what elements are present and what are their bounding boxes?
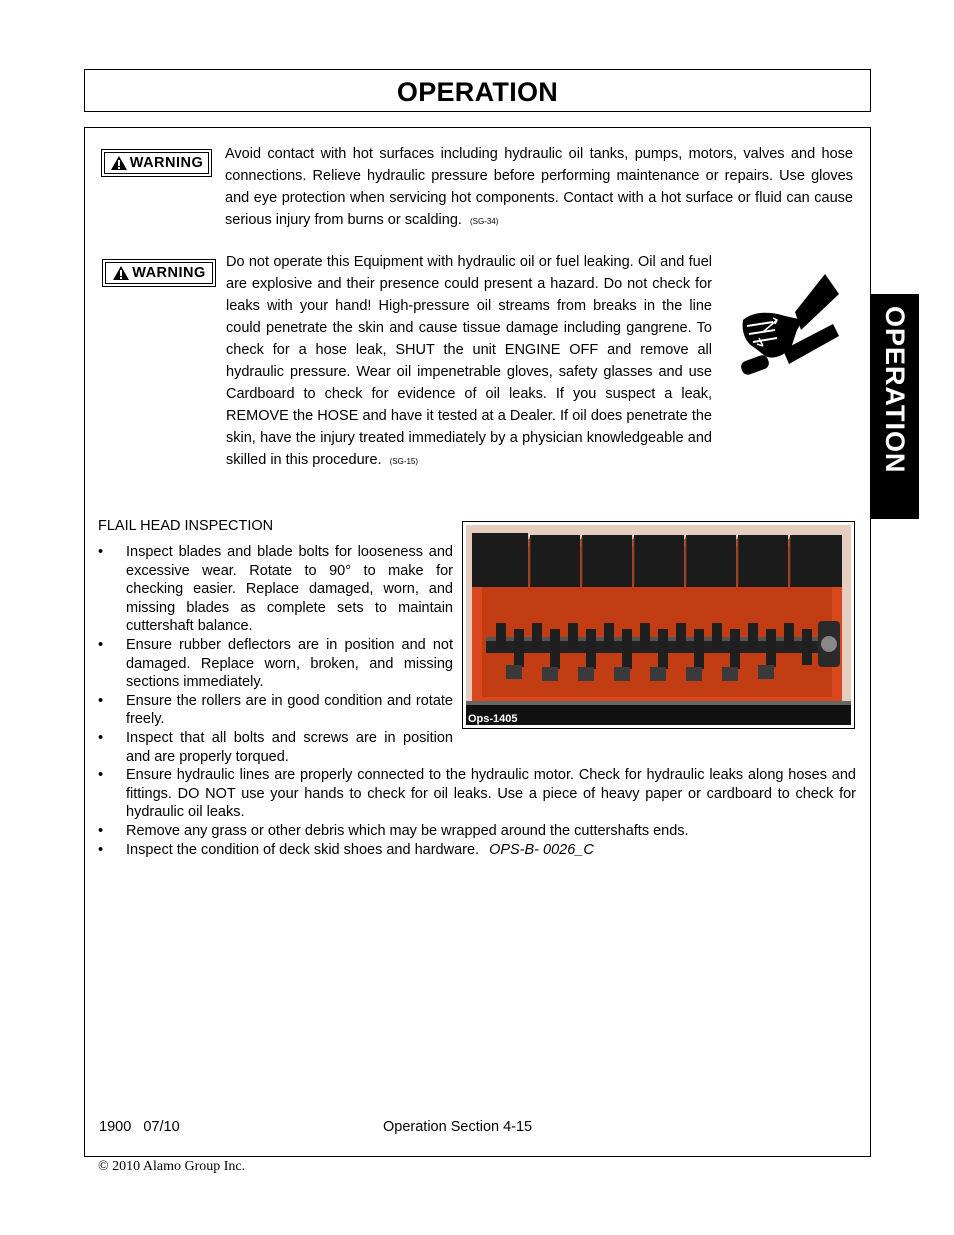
bullet-marker: • [98,841,104,858]
list-item [98,822,856,841]
bullet-text: Remove any grass or other debris which may be wrapped around the cuttershafts ends. [126,822,689,839]
side-tab [870,294,919,519]
warning-badge-text: WARNING [132,265,206,281]
section-heading: FLAIL HEAD INSPECTION [98,518,274,534]
list-item [98,841,856,860]
warning-body-2: Do not operate this Equipment with hydraulic oil or fuel leaking. Oil and fuel are explosive and their presence could present a hazard. Do not check for leaks with your hand! High-pressure oil streams from breaks in the line could penetrate the skin and cause tissue damage including gangrene. To check for a hose leak, SHUT the unit ENGINE OFF and remove all hydraulic pressure. Wear oil impenetrable gloves, safety glasses and use Cardboard to check for evidence of oil leaks. If you suspect a leak, REMOVE the HOSE and have it tested at a Dealer. If oil does penetrate the skin, have the injury treated immediately by a physician knowledgeable and skilled in this procedure. [226,254,712,468]
flail-head-photo [462,521,855,729]
header-box [84,69,871,112]
bullet-marker: • [98,692,104,709]
footer-model-date: 1900 07/10 [99,1119,180,1135]
list-item [98,729,453,766]
warning-triangle-icon [110,155,128,171]
bullet-marker: • [98,767,104,784]
page-title: OPERATION [396,77,559,107]
bullet-marker: • [98,544,104,560]
warning-triangle-icon [112,265,130,281]
photo-caption: Ops-1405 [468,713,518,725]
bullet-marker: • [98,822,104,839]
flail-head-image [466,525,851,725]
list-item [98,636,453,692]
warning-body-1: Avoid contact with hot surfaces including hydraulic oil tanks, pumps, motors, valves and hose connections. Relieve hydraulic pressure before performing maintenance or repairs. Use gloves and eye protection when servicing hot components. Contact with a hot surface or fluid can cause serious injury from burns or scalding. [225,146,853,228]
warning-badge-1 [101,149,212,177]
warning-text-1 [225,143,853,233]
list-item [98,766,856,822]
bullet-text: Inspect blades and blade bolts for looseness and excessive wear. Rotate to 90° to make for checking easier. Replace damaged, worn, and missing blades as complete sets to maintain cuttershaft balance. [126,544,453,635]
bullet-text: Ensure rubber deflectors are in position and not damaged. Replace worn, broken, and missing sections immediately. [126,636,453,691]
bullet-text: Inspect the condition of deck skid shoes and hardware. [126,841,480,858]
copyright-notice: © 2010 Alamo Group Inc. [98,1159,246,1174]
list-item [98,543,453,636]
bullet-text: Inspect that all bolts and screws are in position and are properly torqued. [126,729,453,765]
warning-badge-2 [102,259,216,287]
list-item [98,692,453,729]
footer-page-number: Operation Section 4-15 [383,1119,533,1135]
bullet-marker: • [98,636,104,653]
document-ref: OPS-B- 0026_C [489,841,594,858]
warning-ref-2: (SG-15) [389,457,419,466]
warning-ref-1: (SG-34) [469,217,499,226]
bullet-marker: • [98,729,104,746]
bullet-text: Ensure hydraulic lines are properly connected to the hydraulic motor. Check for hydraulic leaks along hoses and fittings. DO NOT use your hands to check for oil leaks. Use a piece of heavy paper or cardboard to check for hydraulic oil leaks. [126,767,856,821]
hand-hose-leak-icon [733,272,843,380]
bullet-text: Ensure the rollers are in good condition and rotate freely. [126,692,453,728]
warning-badge-text: WARNING [129,155,204,171]
side-tab-label: OPERATION [880,306,910,474]
warning-text-2 [226,251,712,473]
